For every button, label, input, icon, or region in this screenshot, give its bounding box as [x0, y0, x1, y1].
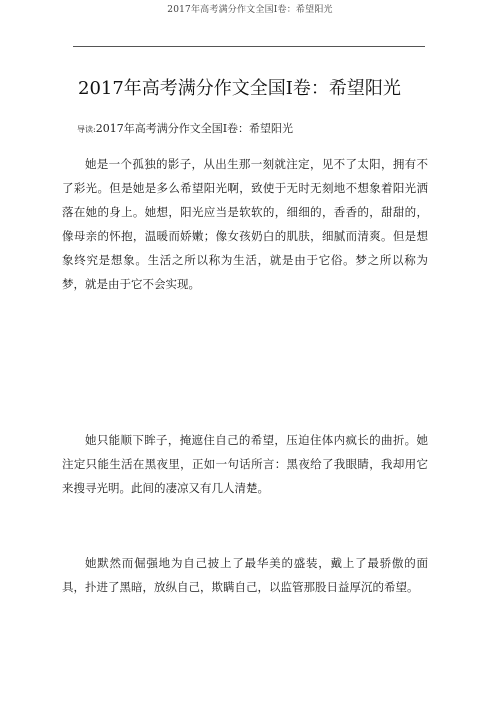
paragraph-2: 她只能顺下眸子，掩遮住自己的希望，压迫住体内疯长的曲折。她注定只能生活在黑夜里，正如一句话所言：黑夜给了我眼睛，我却用它来搜寻光明。此间的凄凉又有几人清楚。 [62, 433, 428, 495]
guide-line [77, 120, 437, 136]
guide-label: 导读: [77, 125, 96, 134]
page-title: 2017年高考满分作文全国Ⅰ卷：希望阳光 [78, 78, 401, 99]
paragraph-1: 她是一个孤独的影子，从出生那一刻就注定，见不了太阳，拥有不了彩光。但是她是多么希望阳光啊，致使于无时无刻地不想象着阳光洒落在她的身上。她想，阳光应当是软软的，细细的，香香的，甜甜的，像母亲的怀抱，温暖而娇嫩；像女孩奶白的肌肤，细腻而清爽。但是想象终究是想象。生活之所以称为生活，就是由于它俗。梦之所以称为梦，就是由于它不会实现。 [62, 157, 428, 291]
running-header: 2017年高考满分作文全国Ⅰ卷：希望阳光 [167, 5, 333, 15]
paragraph-3: 她默然而倔强地为自己披上了最华美的盛装，戴上了最骄傲的面具，扑进了黑暗，放纵自己，欺瞒自己，以监管那股日益厚沉的希望。 [62, 556, 428, 594]
header-rule [73, 46, 425, 47]
guide-text: 2017年高考满分作文全国Ⅰ卷：希望阳光 [95, 122, 294, 135]
